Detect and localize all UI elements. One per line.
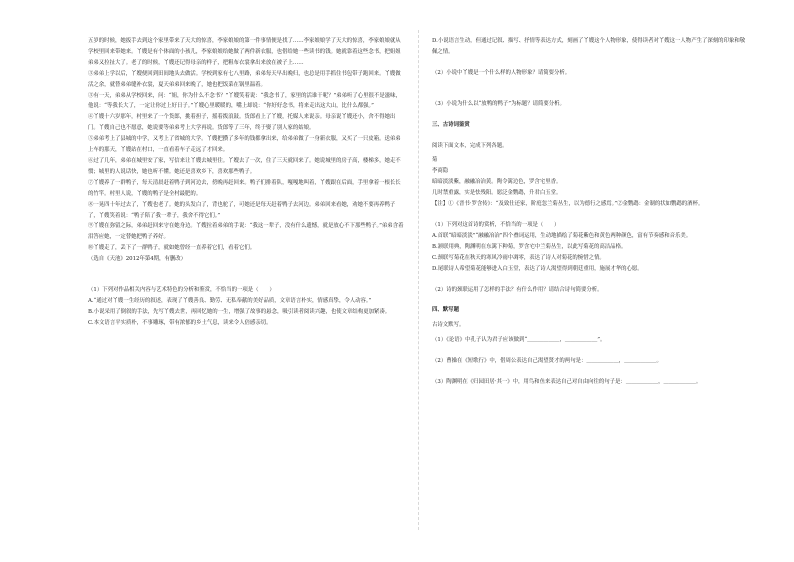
story-paragraph-10: ⑩丫嫂走了，丢下了一群鸭子，就如她曾经一直养着它们，看着它们。 — [88, 245, 256, 252]
story-paragraph-5: ⑤弟弟考上了县城的中学，又考上了省城的大学。丫嫂把攒了多年的钱都拿出来，给弟弟做了一身新衣服，又买了一只皮箱。送弟弟上车的那天，丫嫂站在村口，一直看着车子走远了才回来。 — [88, 136, 401, 154]
column-divider — [418, 30, 419, 530]
question-1-option-b: B.小说采用了倒叙的手法，先写丫嫂去世，再回忆她的一生，增强了故事的悬念，吸引读者阅读兴趣，也使文章结构更加紧凑。 — [88, 308, 391, 315]
story-paragraph-1: 五岁的时候，她扳手去到这个家里带来了天大的惊喜，李家娘娘的第一件事情便是找了……李家娘娘学了天大的惊喜，李家娘娘就从学校里回来带她来。丫嫂是有个体面的小孩儿，李家娘娘给她做了两件新衣服，也借给她一些读书的钱。她就靠着这些念书，把姐姐弟弟又拉扯大了。老了的时候，丫嫂还记得母亲的样子，把粗布衣裳拿出来放在被子上…… — [88, 38, 401, 66]
story-paragraph-4: ④丫嫂十六岁那年，村里来了一个货郎，挑着担子，摇着拨浪鼓。货郎看上了丫嫂，托媒人来说亲。母亲说丫嫂还小，舍不得她出门。丫嫂自己也不愿意，她说要等弟弟考上大学再说。货郎等了三年，终于娶了别人家的姑娘。 — [88, 114, 396, 132]
question-1-option-d: D.小说语言生动，但通过记叙、描写、抒情等表达方式，刻画了丫嫂这个人物形象，使得读者对丫嫂这一人物产生了深刻的印象和敬佩之情。 — [432, 38, 746, 55]
section-4-heading: 四、默写题 — [432, 307, 459, 314]
poem-question-2: （2）诗的颈联运用了怎样的手法？有什么作用？请结合诗句简要分析。 — [432, 286, 603, 293]
question-1-option-a: A.“通过对丫嫂一生经历的叙述，表现了丫嫂善良、勤劳、无私奉献的美好品质，文章语言朴实，情感真挚，令人动容。” — [88, 297, 372, 304]
story-paragraph-7: ⑦丫嫂养了一群鸭子，每天清晨赶着鸭子到河边去，傍晚再赶回来。鸭子们排着队，嘎嘎地叫着，丫嫂跟在后面，手里拿着一根长长的竹竿。村里人说，丫嫂的鸭子是全村最肥的。 — [88, 179, 401, 197]
right-column — [432, 36, 748, 388]
story-paragraph-9: ⑨丫嫂在弥留之际，弟弟赶回来守在她身边。丫嫂拉着弟弟的手说：“我这一辈子，没有什么遗憾，就是放心不下那些鸭子。”弟弟含着泪答应她，一定替她把鸭子养好。 — [88, 223, 404, 241]
poem-question-1-option-a: A.首联“暗暗淡淡”“融融冶冶”四个叠词运用，生动地描绘了菊花紫色和黄色两种颜色，富有节奏感和音乐美。 — [432, 232, 692, 239]
left-column — [88, 36, 406, 329]
fill-question-2: （2）曹操在《短歌行》中，借周公表达自己渴望贤才的两句是：＿＿＿＿＿＿，＿＿＿＿＿＿。 — [432, 358, 662, 365]
fill-question-1: （1）《论语》中孔子认为君子应该做到“＿＿＿＿＿＿，＿＿＿＿＿＿”。 — [432, 337, 606, 344]
poem-line-2: 几时禁重露，实是怯残阳。愿泛金鹦鹉，升君白玉堂。 — [432, 190, 562, 197]
question-1-stem: （1）下列对作品相关内容与艺术特色的分析和鉴赏，不恰当的一项是（ ） — [88, 287, 275, 294]
poem-question-1-option-d: D.尾联诗人希望菊花能够进入白玉堂，表达了诗人渴望得到朝廷重用，施展才华的心愿。 — [432, 265, 643, 272]
question-3: （3）小说为什么以“放鸭的鸭子”为标题？请简要分析。 — [432, 100, 565, 107]
poem-line-1: 暗暗淡淡紫，融融冶冶黄。陶令篱边色，罗含宅里香。 — [432, 179, 562, 186]
fill-instructions: 古诗文默写。 — [432, 322, 465, 329]
story-paragraph-3: ③有一天，弟弟从学校回来，问：“姐，你为什么不念书？”丫嫂笑着说：“我念书了，家里的活谁干呢？”弟弟听了心里很不是滋味，他说：“等我长大了，一定让你过上好日子。”丫嫂心里暖暖的，嘴上却说：“你好好念书，将来走出这大山，比什么都强。” — [88, 92, 401, 110]
poem-title: 菊 — [432, 157, 438, 164]
poem-question-1-option-b: B.颔联用典，陶渊明在东篱下种菊，罗含宅中兰菊丛生，以此写菊花的高洁品格。 — [432, 243, 627, 250]
section-3-heading: 三、古诗词鉴赏 — [432, 121, 470, 128]
question-2: （2）小说中丫嫂是一个什么样的人物形象？请简要分析。 — [432, 69, 571, 76]
story-paragraph-8: ⑧一晃四十年过去了，丫嫂也老了。她的头发白了，背也驼了，可她还是每天赶着鸭子去河边。弟弟回来看她，劝她不要再养鸭子了，丫嫂笑着说：“鸭子陪了我一辈子，我舍不得它们。” — [88, 201, 396, 219]
poem-instructions: 阅读下面文本，完成下列各题。 — [432, 142, 508, 149]
poem-question-1-stem: （1）下列对这首诗的赏析，不恰当的一项是（ ） — [432, 221, 560, 228]
story-paragraph-6: ⑥过了几年，弟弟在城里安了家，写信来让丫嫂去城里住。丫嫂去了一次，住了三天就回来了。她说城里的房子高，楼梯多，她走不惯；城里的人说话快，她也听不懂。她还是喜欢乡下，喜欢那些鸭子。 — [88, 157, 401, 175]
story-paragraph-2: ③弟弟上学以后，丫嫂便回到田间地头去做活。学校到家有七八里路，弟弟每天早出晚归，也总是用手抓住书包带子跑回来。丫嫂做活之余，就替弟弟缝补衣裳，夏天弟弟回来晚了，她也把饭菜在锅里温着。 — [88, 70, 401, 88]
question-1-option-c: C.本文语言平实质朴，不事雕琢，带有浓郁的乡土气息，读来令人倍感亲切。 — [88, 319, 272, 326]
poem-author: 李商隐 — [432, 168, 449, 175]
poem-question-1-option-c: C.颈联写菊花在秋天的寒风冷雨中凋零，表达了诗人对菊花的惋惜之情。 — [432, 254, 605, 261]
poem-note: 【注】①《晋书·罗含传》：“及致仕还家，阶庭忽兰菊丛生，以为德行之感焉。”②金鹦鹉：金制的状如鹦鹉的酒杯。 — [432, 201, 704, 208]
story-source: （选自《天池》2012年第4期，有删改） — [88, 256, 187, 263]
fill-question-3: （3）陶渊明在《归园田居·其一》中，用鸟和鱼来表达自己对自由向往的句子是：＿＿＿＿＿＿，＿＿＿＿＿＿。 — [432, 379, 702, 386]
